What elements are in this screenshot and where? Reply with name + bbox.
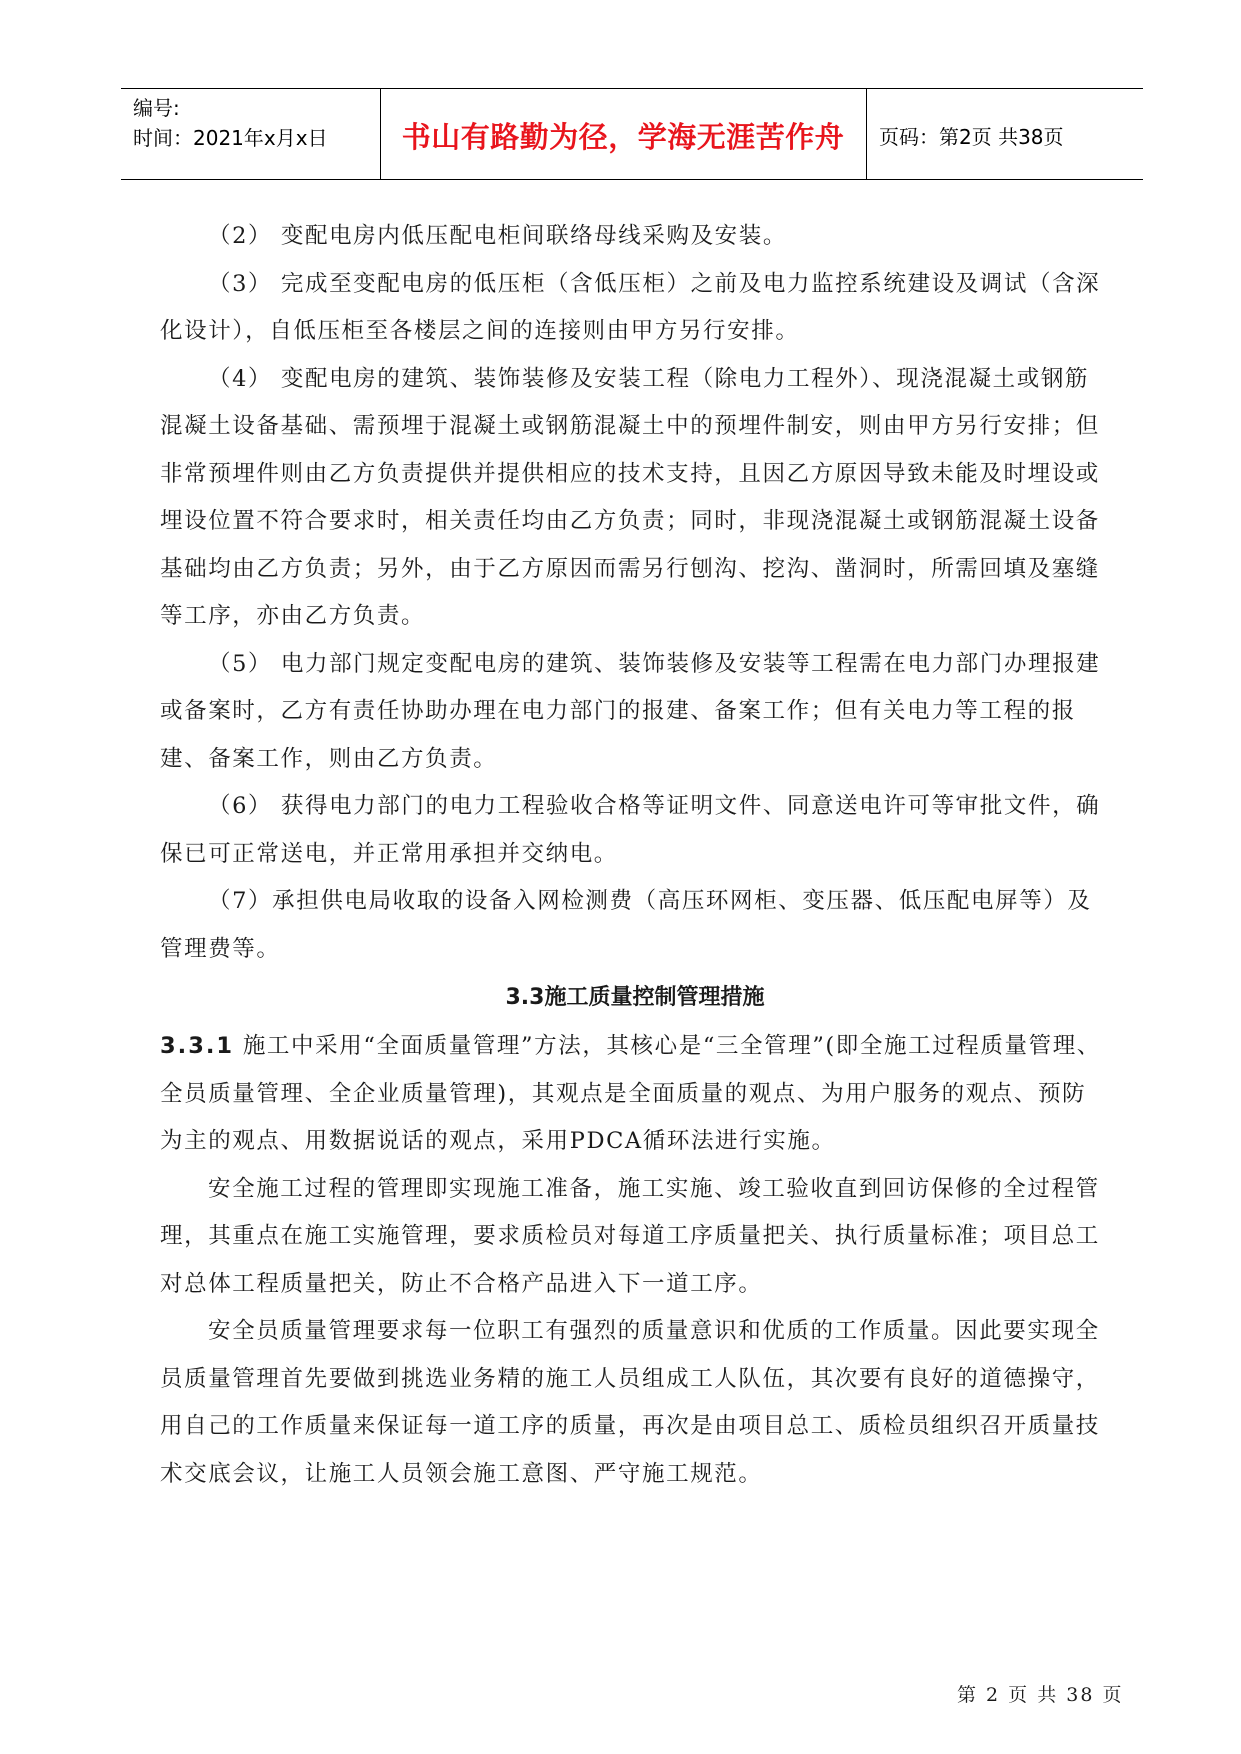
paragraph-item-3: （3） 完成至变配电房的低压柜（含低压柜）之前及电力监控系统建设及调试（含深化设计），自低压柜至各楼层之间的连接则由甲方另行安排。 — [160, 270, 1101, 344]
paragraph-item-4: （4） 变配电房的建筑、装饰装修及安装工程（除电力工程外）、现浇混凝土或钢筋混凝土设备基础、需预埋于混凝土或钢筋混凝土中的预埋件制安，则由甲方另行安排；但非常预埋件则由乙方负责提供并提供相应的技术支持，且因乙方原因导致未能及时埋设或埋设位置不符合要求时，相关责任均由乙方负责；同时，非现浇混凝土或钢筋混凝土设备基础均由乙方负责；另外，由于乙方原因而需另行刨沟、挖沟、凿洞时，所需回填及塞缝等工序，亦由乙方负责。 — [160, 365, 1100, 629]
page-footer: 第 2 页 共 38 页 — [957, 1684, 1124, 1706]
header-motto: 书山有路勤为径，学海无涯苦作舟 — [401, 120, 845, 154]
subsection-text: 施工中采用“全面质量管理”方法，其核心是“三全管理”(即全施工过程质量管理、全员质量管理、全企业质量管理)，其观点是全面质量的观点、为用户服务的观点、预防为主的观点、用数据说话的观点，采用PDCA循环法进行实施。 — [160, 1033, 1101, 1154]
header-time-label: 时间：2021年x月x日 — [133, 126, 328, 150]
paragraph-item-7: （7）承担供电局收取的设备入网检测费（高压环网柜、变压器、低压配电屏等）及管理费等。 — [160, 888, 1092, 962]
header-info — [133, 93, 328, 153]
section-title: 3.3施工质量控制管理措施 — [505, 985, 765, 1010]
paragraph-staff-management: 安全员质量管理要求每一位职工有强烈的质量意识和优质的工作质量。因此要实现全员质量管理首先要做到挑选业务精的施工人员组成工人队伍，其次要有良好的道德操守，用自己的工作质量来保证每一道工序的质量，再次是由项目总工、质检员组织召开质量技术交底会议，让施工人员领会施工意图、严守施工规范。 — [160, 1318, 1100, 1487]
page-header — [121, 88, 1143, 180]
paragraph-process-management: 安全施工过程的管理即实现施工准备，施工实施、竣工验收直到回访保修的全过程管理，其重点在施工实施管理，要求质检员对每道工序质量把关、执行质量标准；项目总工对总体工程质量把关，防止不合格产品进入下一道工序。 — [160, 1175, 1100, 1297]
header-page-label: 页码：第2页 共38页 — [879, 125, 1064, 149]
header-number-label: 编号: — [133, 96, 180, 120]
paragraph-item-2: （2） 变配电房内低压配电柜间联络母线采购及安装。 — [208, 223, 787, 249]
document-body — [160, 213, 1110, 1498]
paragraph-item-6: （6） 获得电力部门的电力工程验收合格等证明文件、同意送电许可等审批文件，确保已可正常送电，并正常用承担并交纳电。 — [160, 793, 1101, 867]
paragraph-item-5: （5） 电力部门规定变配电房的建筑、装饰装修及安装等工程需在电力部门办理报建或备案时，乙方有责任协助办理在电力部门的报建、备案工作；但有关电力等工程的报建、备案工作，则由乙方负责。 — [160, 650, 1101, 772]
header-divider-right — [866, 89, 867, 179]
subsection-3-3-1 — [160, 1023, 1110, 1166]
subsection-number: 3.3.1 — [160, 1033, 235, 1059]
